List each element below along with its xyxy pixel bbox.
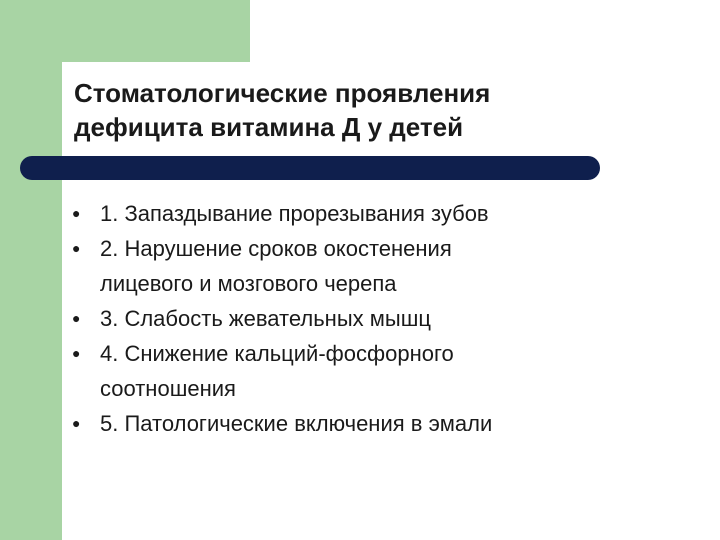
list-item (72, 196, 702, 231)
slide-title (74, 76, 674, 144)
list-item (72, 406, 702, 441)
list-item-text: 1. Запаздывание прорезывания зубов (100, 201, 489, 226)
list-item-text: 5. Патологические включения в эмали (100, 411, 493, 436)
list-item-text: 4. Снижение кальций-фосфорного соотношения (100, 341, 454, 401)
bullet-icon: ● (72, 310, 81, 326)
slide-title-line-2: дефицита витамина Д у детей (74, 112, 464, 142)
bullet-icon: ● (72, 415, 81, 431)
bullet-list (72, 196, 702, 441)
list-item-text: 3. Слабость жевательных мышц (100, 306, 431, 331)
bullet-icon: ● (72, 240, 81, 256)
left-accent-band (0, 0, 62, 540)
list-item (72, 301, 702, 336)
list-item-text: 2. Нарушение сроков окостенения лицевого и мозгового черепа (100, 236, 452, 296)
title-divider (20, 156, 600, 180)
bullet-icon: ● (72, 345, 81, 361)
top-accent-block (0, 0, 250, 62)
list-item (72, 336, 702, 406)
bullet-icon: ● (72, 205, 81, 221)
list-item (72, 231, 702, 301)
slide-title-line-1: Стоматологические проявления (74, 78, 491, 108)
